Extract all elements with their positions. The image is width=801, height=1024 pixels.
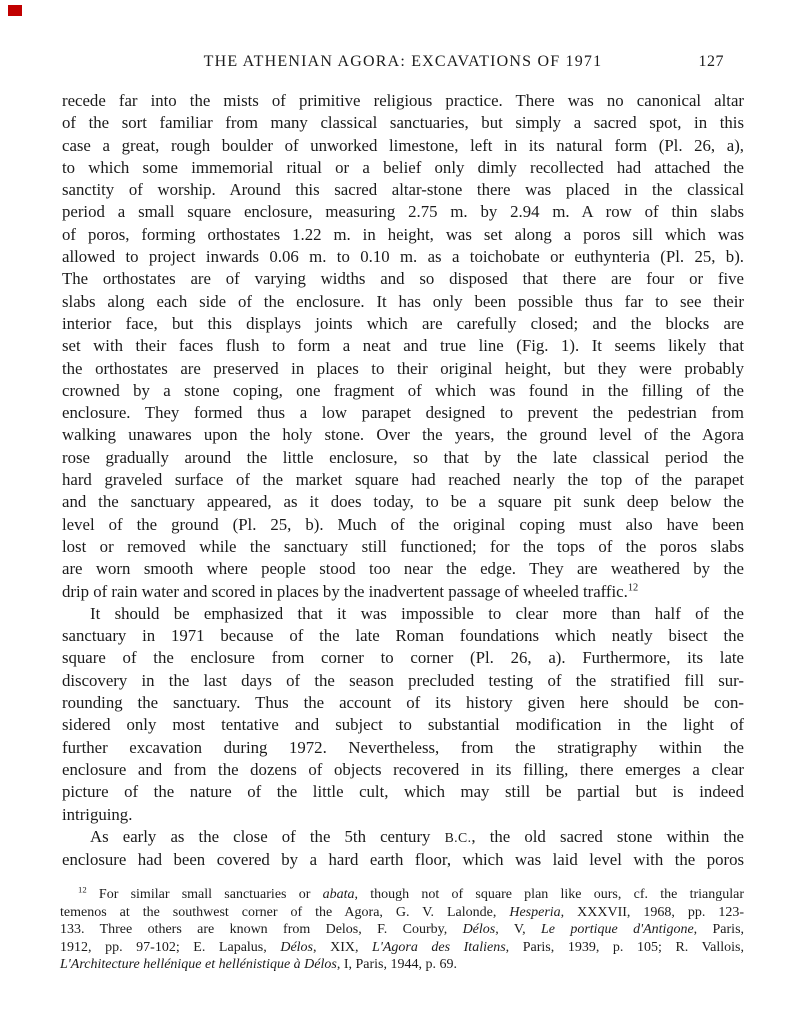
text-line — [62, 804, 744, 826]
text-run: case a great, rough boulder of unworked limestone, left in its natural form (Pl. 26, a), — [62, 135, 744, 155]
text-line — [62, 135, 744, 157]
page-number: 127 — [698, 53, 724, 70]
text-line — [60, 956, 744, 974]
text-run: period a small square enclosure, measuring 2.75 m. by 2.94 m. A row of thin slabs — [62, 202, 744, 222]
text-run: Délos — [462, 922, 496, 938]
text-line — [62, 380, 744, 402]
text-line — [62, 469, 744, 491]
text-line — [62, 849, 744, 871]
text-line — [62, 268, 744, 290]
corner-mark — [8, 5, 22, 16]
text-line — [62, 224, 744, 246]
text-run: are worn smooth where people stood too near the edge. They are weathered by the — [62, 559, 744, 579]
text-run: enclosure. They formed thus a low parapet designed to prevent the pedestrian from — [62, 403, 744, 423]
text-run: , Paris, — [693, 922, 745, 938]
text-line — [62, 558, 744, 580]
text-line — [62, 581, 744, 603]
text-run: level of the ground (Pl. 25, b). Much of the original coping must also have been — [62, 514, 744, 534]
text-line — [62, 625, 744, 647]
text-run: slabs along each side of the enclosure. It has only been possible thus far to see their — [62, 291, 744, 311]
text-run: L'Agora des Italiens — [372, 939, 506, 955]
text-run: Hesperia — [509, 904, 561, 920]
text-run: The orthostates are of varying widths and so disposed that there are four or five — [62, 269, 744, 289]
text-run: of the sort familiar from many classical sanctuaries, but simply a sacred spot, in this — [62, 113, 744, 133]
text-line — [62, 491, 744, 513]
text-run: , the old sacred stone within the — [471, 826, 744, 846]
text-run: enclosure and from the dozens of objects recovered in its filling, there emerges a clear — [62, 759, 744, 779]
text-line — [62, 335, 744, 357]
text-line — [62, 759, 744, 781]
text-line — [62, 826, 744, 849]
text-run: It should be emphasized that it was impossible to clear more than half of the — [90, 603, 744, 623]
text-run: abata — [322, 887, 355, 902]
text-run: allowed to project inwards 0.06 m. to 0.10 m. as a toichobate or euthynteria (Pl. 25, b). — [62, 247, 744, 267]
text-run: walking unawares upon the holy stone. Over the years, the ground level of the Agora — [62, 425, 744, 445]
text-line — [62, 781, 744, 803]
text-line — [62, 90, 744, 112]
text-run: intriguing. — [62, 804, 133, 824]
text-line — [62, 514, 744, 536]
text-line — [60, 904, 744, 922]
footnote-marker: 12 — [78, 884, 87, 895]
text-run: rose gradually around the little enclosure, so that by the late classical period the — [62, 447, 744, 467]
text-line — [62, 291, 744, 313]
text-line — [60, 939, 744, 957]
text-run: square of the enclosure from corner to corner (Pl. 26, a). Furthermore, its late — [62, 648, 744, 668]
text-run: hard graveled surface of the market square had reached nearly the top of the parapet — [62, 470, 744, 490]
text-run: further excavation during 1972. Nevertheless, from the stratigraphy within the — [62, 737, 744, 757]
text-run: and the sanctuary appeared, as it does today, to be a square pit sunk deep below the — [62, 492, 744, 512]
running-header — [62, 53, 744, 73]
text-line — [62, 358, 744, 380]
text-run: 1912, pp. 97-102; E. Lapalus, — [60, 939, 281, 955]
text-line — [62, 647, 744, 669]
text-run: L'Architecture hellénique et hellénistique à Délos — [60, 957, 337, 973]
text-line — [62, 447, 744, 469]
text-line — [62, 157, 744, 179]
text-run: , I, Paris, 1944, p. 69. — [336, 957, 457, 973]
body-text — [62, 90, 744, 871]
text-run: the orthostates are preserved in places to their original height, but they were probably — [62, 358, 744, 378]
text-line — [62, 313, 744, 335]
text-run: temenos at the southwest corner of the Agora, G. V. Lalonde, — [60, 904, 510, 920]
text-line — [60, 886, 744, 904]
text-run: , XXXVII, 1968, pp. 123- — [560, 904, 744, 920]
footnote — [60, 886, 744, 974]
text-line — [62, 603, 744, 625]
text-run: For similar small sanctuaries or — [86, 887, 323, 902]
text-run: Délos — [280, 939, 313, 955]
text-run: drip of rain water and scored in places by the inadvertent passage of wheeled traffic. — [62, 581, 628, 601]
text-run: , though not of square plan like ours, cf. the triangular — [354, 887, 744, 902]
text-run: lost or removed while the sanctuary still functioned; for the tops of the poros slabs — [62, 536, 744, 556]
text-line — [62, 112, 744, 134]
text-line — [62, 737, 744, 759]
text-run: Le portique d'Antigone — [540, 922, 694, 938]
text-run: sanctity of worship. Around this sacred altar-stone there was placed in the classical — [62, 180, 744, 200]
text-line — [62, 201, 744, 223]
text-run: recede far into the mists of primitive religious practice. There was no canonical altar — [62, 91, 744, 110]
footnote-marker: 12 — [627, 581, 639, 593]
text-line — [62, 179, 744, 201]
text-line — [60, 921, 744, 939]
text-line — [62, 670, 744, 692]
text-run: B.C. — [444, 829, 472, 845]
text-line — [62, 714, 744, 736]
text-run: 133. Three others are known from Delos, F. Courby, — [60, 922, 463, 938]
text-run: , XIX, — [313, 939, 373, 955]
text-line — [62, 424, 744, 446]
text-run: picture of the nature of the little cult, which may still be partial but is indeed — [62, 782, 744, 802]
text-run: of poros, forming orthostates 1.22 m. in height, was set along a poros sill which was — [62, 224, 744, 244]
text-run: rounding the sanctuary. Thus the account of its history given here should be con- — [62, 693, 744, 713]
text-run: interior face, but this displays joints which are carefully closed; and the blocks are — [62, 313, 744, 333]
text-run: , V, — [495, 922, 541, 938]
text-line — [62, 246, 744, 268]
text-run: sanctuary in 1971 because of the late Roman foundations which neatly bisect the — [62, 626, 744, 646]
text-run: enclosure had been covered by a hard earth floor, which was laid level with the poros — [62, 850, 744, 870]
text-run: crowned by a stone coping, one fragment of which was found in the filling of the — [62, 380, 744, 400]
text-run: sidered only most tentative and subject to substantial modification in the light of — [62, 715, 744, 735]
text-run: , Paris, 1939, p. 105; R. Vallois, — [505, 939, 745, 955]
text-run: set with their faces flush to form a neat and true line (Fig. 1). It seems likely that — [62, 336, 744, 356]
text-line — [62, 536, 744, 558]
text-line — [62, 402, 744, 424]
text-line — [62, 692, 744, 714]
text-run: As early as the close of the 5th century — [90, 826, 445, 846]
text-run: to which some immemorial ritual or a belief only dimly recollected had attached the — [62, 157, 744, 177]
text-run: discovery in the last days of the season precluded testing of the stratified fill sur- — [62, 670, 744, 690]
header-title: THE ATHENIAN AGORA: EXCAVATIONS OF 1971 — [203, 53, 603, 70]
